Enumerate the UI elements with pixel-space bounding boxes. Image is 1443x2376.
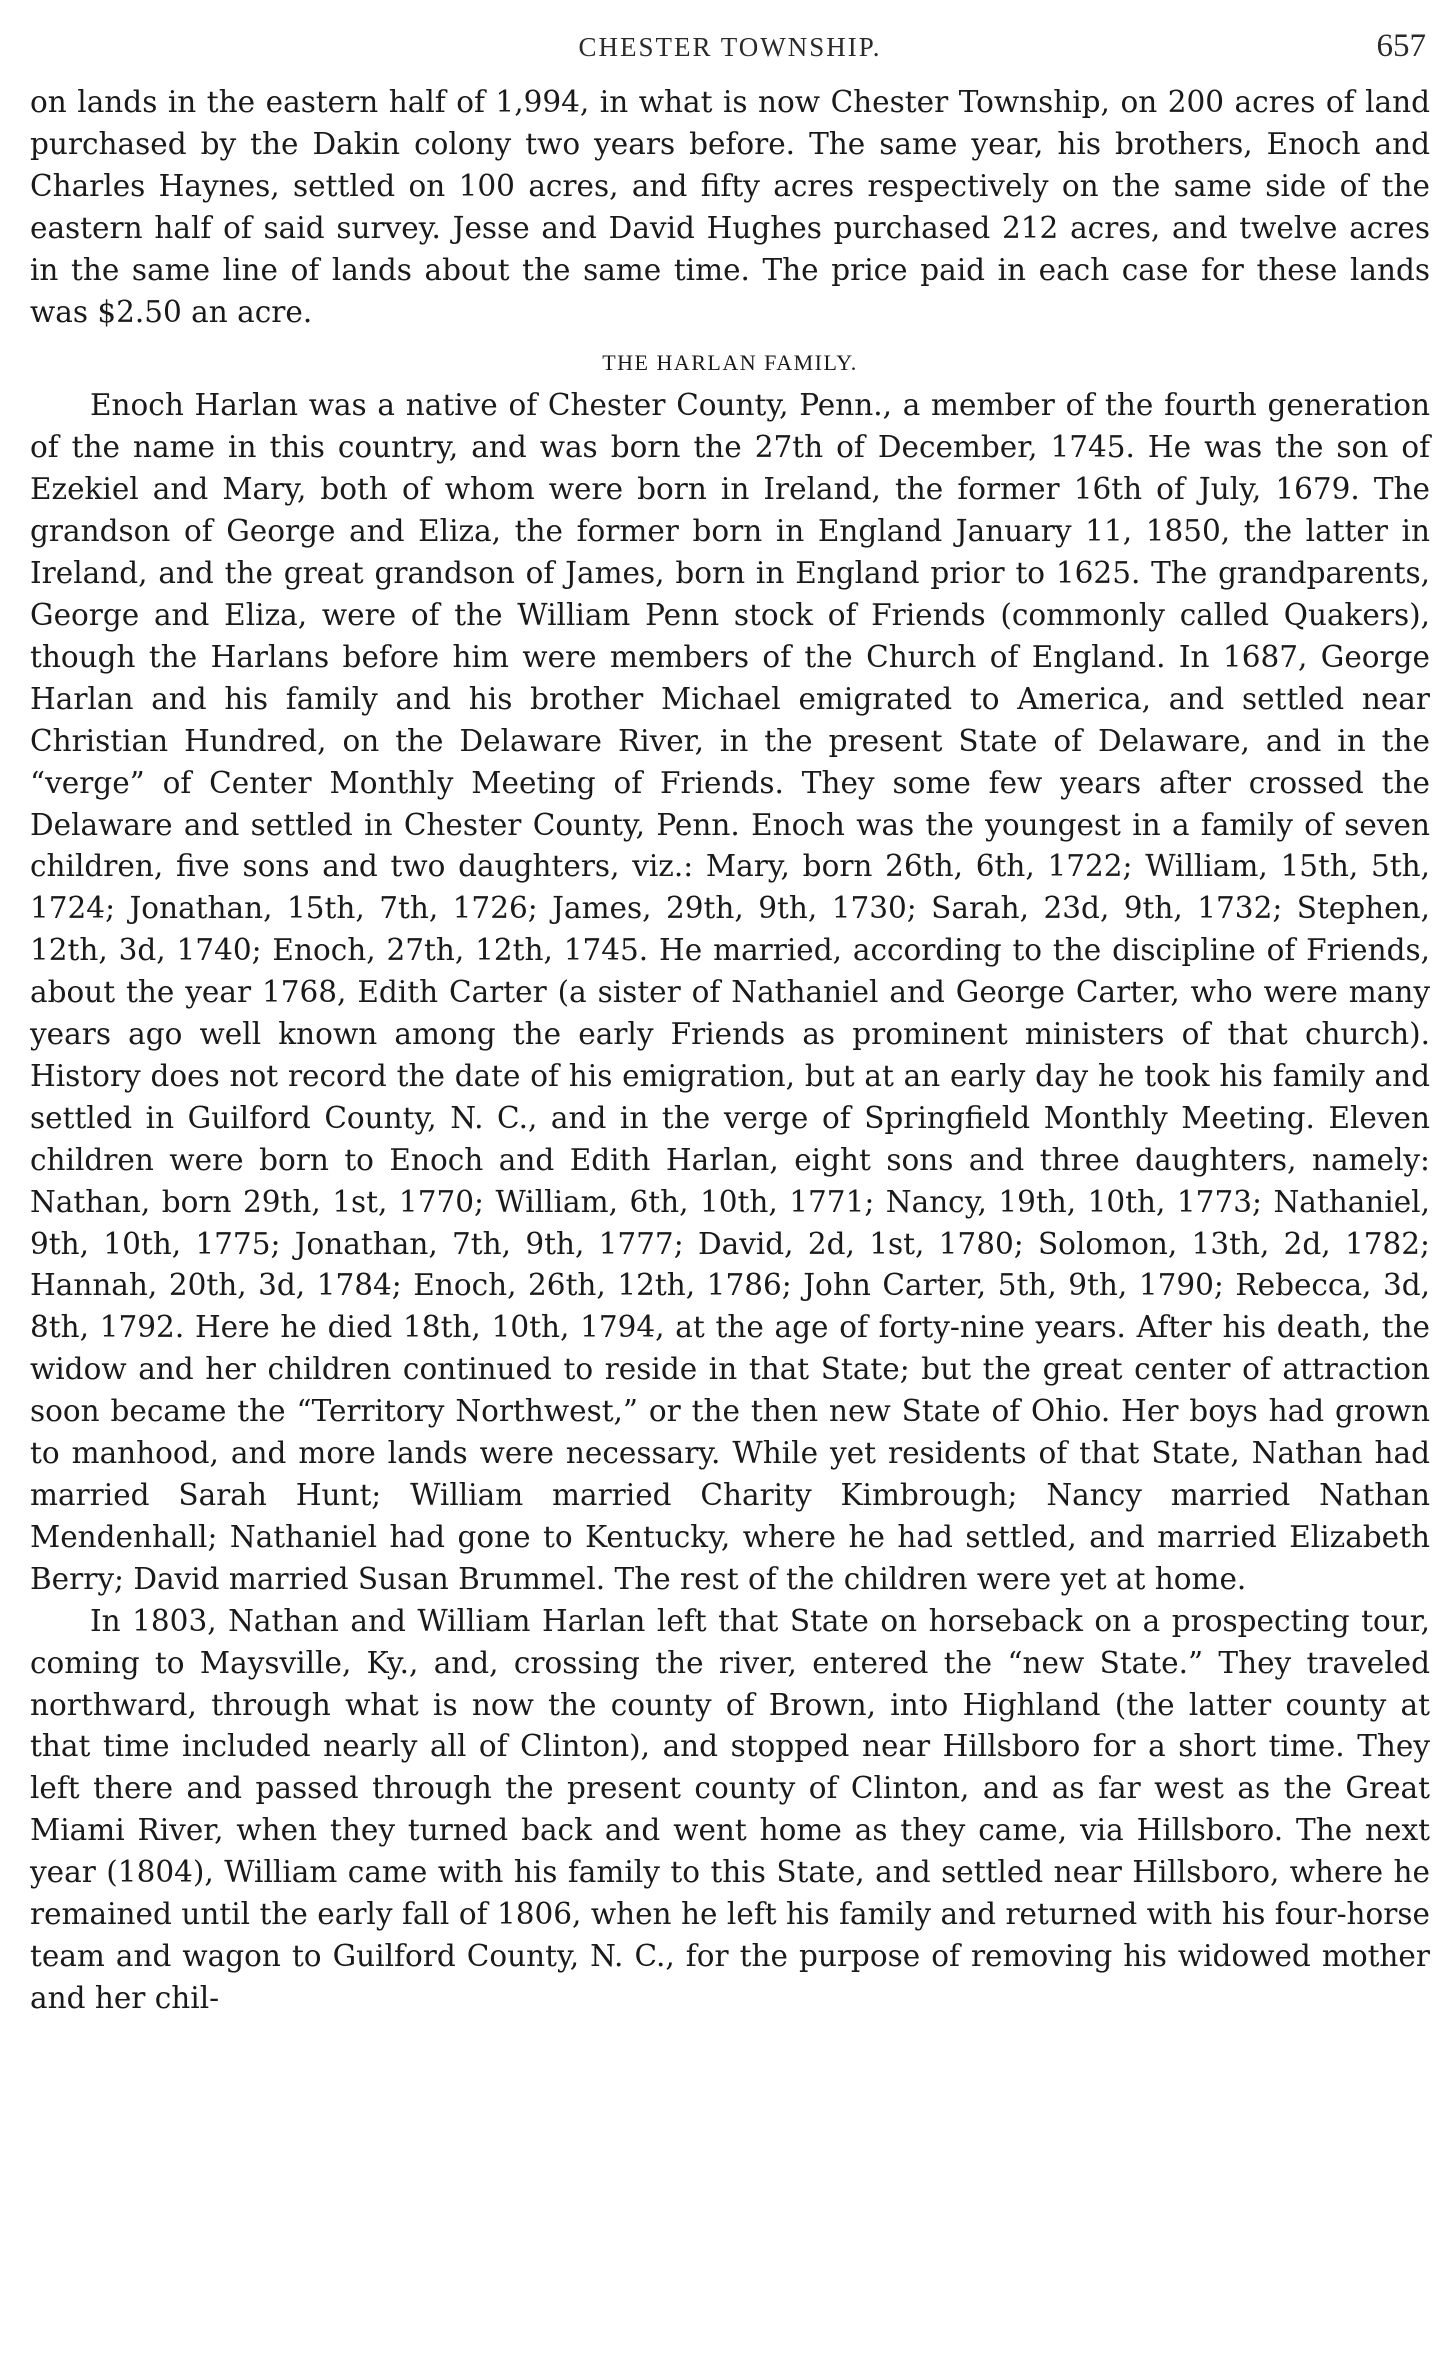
harlan-paragraph-2: In 1803, Nathan and William Harlan left that State on horseback on a prospecting tour, coming to Maysville, Ky., and, crossing the river, entered the “new State.” They traveled northward, through what is now the county of Brown, into Highland (the latter county at that time included nearly all of Clinton), and stopped near Hillsboro for a short time. They left there and passed through the present county of Clinton, and as far west as the Great Miami River, when they turned back and went home as they came, via Hillsboro. The next year (1804), William came with his family to this State, and settled near Hillsboro, where he remained until the early fall of 1806, when he left his family and returned with his four-horse team and wagon to Guilford County, N. C., for the purpose of removing his widowed mother and her chil-: [30, 1603, 1430, 2015]
running-title: CHESTER TOWNSHIP.: [578, 32, 882, 62]
section-heading: THE HARLAN FAMILY.: [602, 350, 858, 376]
book-page: [30, 18, 1430, 2358]
harlan-paragraph-1: Enoch Harlan was a native of Chester County, Penn., a member of the fourth generation of the name in this country, and was born the 27th of December, 1745. He was the son of Ezekiel and Mary, both of whom were born in Ireland, the former 16th of July, 1679. The grandson of George and Eliza, the former born in England January 11, 1850, the latter in Ireland, and the great grandson of James, born in England prior to 1625. The grandparents, George and Eliza, were of the William Penn stock of Friends (commonly called Quakers), though the Harlans before him were members of the Church of England. In 1687, George Harlan and his family and his brother Michael emigrated to America, and settled near Christian Hundred, on the Delaware River, in the present State of Delaware, and in the “verge” of Center Monthly Meeting of Friends. They some few years after crossed the Delaware and settled in Chester County, Penn. Enoch was the youngest in a family of seven children, five sons and two daughters, viz.: Mary, born 26th, 6th, 1722; William, 15th, 5th, 1724; Jonathan, 15th, 7th, 1726; James, 29th, 9th, 1730; Sarah, 23d, 9th, 1732; Stephen, 12th, 3d, 1740; Enoch, 27th, 12th, 1745. He married, according to the discipline of Friends, about the year 1768, Edith Carter (a sister of Nathaniel and George Carter, who were many years ago well known among the early Friends as prominent ministers of that church). History does not record the date of his emigration, but at an early day he took his family and settled in Guilford County, N. C., and in the verge of Springfield Monthly Meeting. Eleven children were born to Enoch and Edith Harlan, eight sons and three daughters, namely: Nathan, born 29th, 1st, 1770; William, 6th, 10th, 1771; Nancy, 19th, 10th, 1773; Nathaniel, 9th, 10th, 1775; Jonathan, 7th, 9th, 1777; David, 2d, 1st, 1780; Solomon, 13th, 2d, 1782; Hannah, 20th, 3d, 1784; Enoch, 26th, 12th, 1786; John Carter, 5th, 9th, 1790; Rebecca, 3d, 8th, 1792. Here he died 18th, 10th, 1794, at the age of forty-nine years. After his death, the widow and her children continued to reside in that State; but the great center of attraction soon became the “Territory Northwest,” or the then new State of Ohio. Her boys had grown to manhood, and more lands were necessary. While yet residents of that State, Nathan had married Sarah Hunt; William married Charity Kimbrough; Nancy married Nathan Mendenhall; Nathaniel had gone to Kentucky, where he had settled, and married Elizabeth Berry; David married Susan Brummel. The rest of the children were yet at home.: [30, 388, 1430, 1596]
running-head: [30, 18, 1430, 82]
intro-paragraph: on lands in the eastern half of 1,994, in what is now Chester Township, on 200 acres of land purchased by the Dakin colony two years before. The same year, his brothers, Enoch and Charles Haynes, settled on 100 acres, and fifty acres respectively on the same side of the eastern half of said survey. Jesse and David Hughes purchased 212 acres, and twelve acres in the same line of lands about the same time. The price paid in each case for these lands was $2.50 an acre.: [30, 85, 1430, 329]
page-number: 657: [1376, 28, 1426, 64]
